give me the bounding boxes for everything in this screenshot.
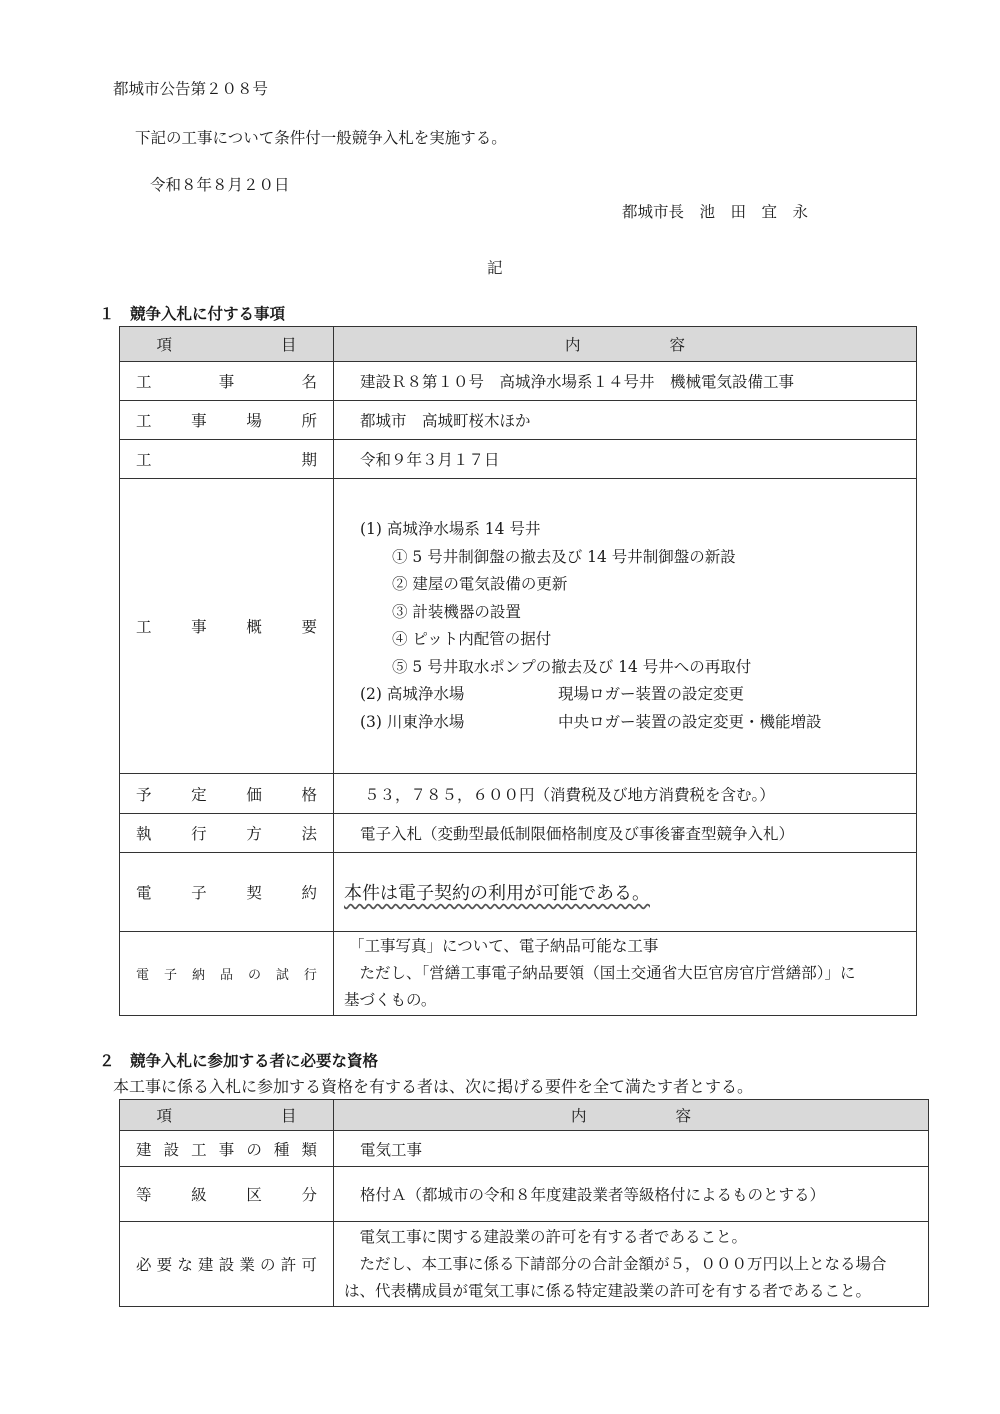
summary-line: ② 建屋の電気設備の更新 [392,575,568,593]
value-yotei-kakaku: ５３，７８５，６００円（消費税及び地方消費税を含む。） [334,774,917,814]
header-item: 項 目 [120,1100,334,1131]
label-tokyu-kubun: 等 級 区 分 [120,1167,334,1222]
value-koki: 令和９年３月１７日 [334,440,917,479]
table-row [120,814,917,853]
label-denshi-nohin: 電 子 納 品 の 試 行 [120,932,334,1016]
table-row [120,1167,929,1222]
value-koji-mei: 建設Ｒ８第１０号 高城浄水場系１４号井 機械電気設備工事 [334,362,917,401]
table-row [120,1131,929,1167]
label-koji-shurui: 建 設 工 事 の 種 類 [120,1131,334,1167]
ki-mark: 記 [487,259,503,277]
header-content: 内 容 [334,1100,929,1131]
table-row [120,853,917,932]
value-denshi-nohin: 「工事写真」について、電子納品可能な工事 ただし、「営繕工事電子納品要領（国土交通省大臣官房官庁営繕部）」に 基づくもの。 [334,932,917,1016]
label-kyoka: 必 要 な 建 設 業 の 許 可 [120,1222,334,1307]
label-koji-basho: 工 事 場 所 [120,401,334,440]
intro-text: 下記の工事について条件付一般競争入札を実施する。 [135,129,507,147]
value-denshi-keiyaku: 本件は電子契約の利用が可能である。 [334,853,917,932]
label-koki: 工 期 [120,440,334,479]
label-shikko-hoho: 執 行 方 法 [120,814,334,853]
label-denshi-keiyaku: 電 子 契 約 [120,853,334,932]
section1-title: １ 競争入札に付する事項 [99,305,286,323]
value-tokyu-kubun: 格付Ａ（都城市の令和８年度建設業者等級格付によるものとする） [334,1167,929,1222]
label-koji-mei: 工 事 名 [120,362,334,401]
summary-pair: (2) 高城浄水場 現場ロガー装置の設定変更 [360,685,745,703]
table-row [120,401,917,440]
issuer: 都城市長 池 田 宜 永 [622,203,809,221]
summary-line: (1) 高城浄水場系 14 号井 [360,520,541,538]
value-koji-basho: 都城市 高城町桜木ほか [334,401,917,440]
summary-line: ③ 計装機器の設置 [392,602,521,621]
notice-date: 令和８年８月２０日 [150,176,290,194]
value-koji-gaiyo [334,479,917,774]
table-header-row [120,327,917,362]
table-row [120,932,917,1016]
table-row [120,774,917,814]
section2-title: ２ 競争入札に参加する者に必要な資格 [99,1052,379,1070]
header-content: 内 容 [334,327,917,362]
summary-pair: (3) 川東浄水場 中央ロガー装置の設定変更・機能増設 [360,712,822,731]
summary-line: ⑤ 5 号井取水ポンプの撤去及び 14 号井への再取付 [392,657,752,676]
summary-line: ④ ピット内配管の据付 [392,630,552,648]
section1-table [119,326,917,1016]
summary-line: ① 5 号井制御盤の撤去及び 14 号井制御盤の新設 [392,547,736,566]
value-koji-shurui: 電気工事 [334,1131,929,1167]
section2-intro: 本工事に係る入札に参加する資格を有する者は、次に掲げる要件を全て満たす者とする。 [113,1077,754,1096]
table-row [120,362,917,401]
section2-table [119,1099,929,1307]
table-header-row [120,1100,929,1131]
value-shikko-hoho: 電子入札（変動型最低制限価格制度及び事後審査型競争入札） [334,814,917,853]
notice-number: 都城市公告第２０８号 [113,80,269,98]
table-row [120,479,917,774]
value-kyoka: 電気工事に関する建設業の許可を有する者であること。 ただし、本工事に係る下請部分の合計金額が５，０００万円以上となる場合 は、代表構成員が電気工事に係る特定建設業の許可を有する者であること。 [334,1222,929,1307]
label-yotei-kakaku: 予 定 価 格 [120,774,334,814]
label-koji-gaiyo: 工 事 概 要 [120,479,334,774]
header-item: 項 目 [120,327,334,362]
table-row [120,440,917,479]
table-row [120,1222,929,1307]
